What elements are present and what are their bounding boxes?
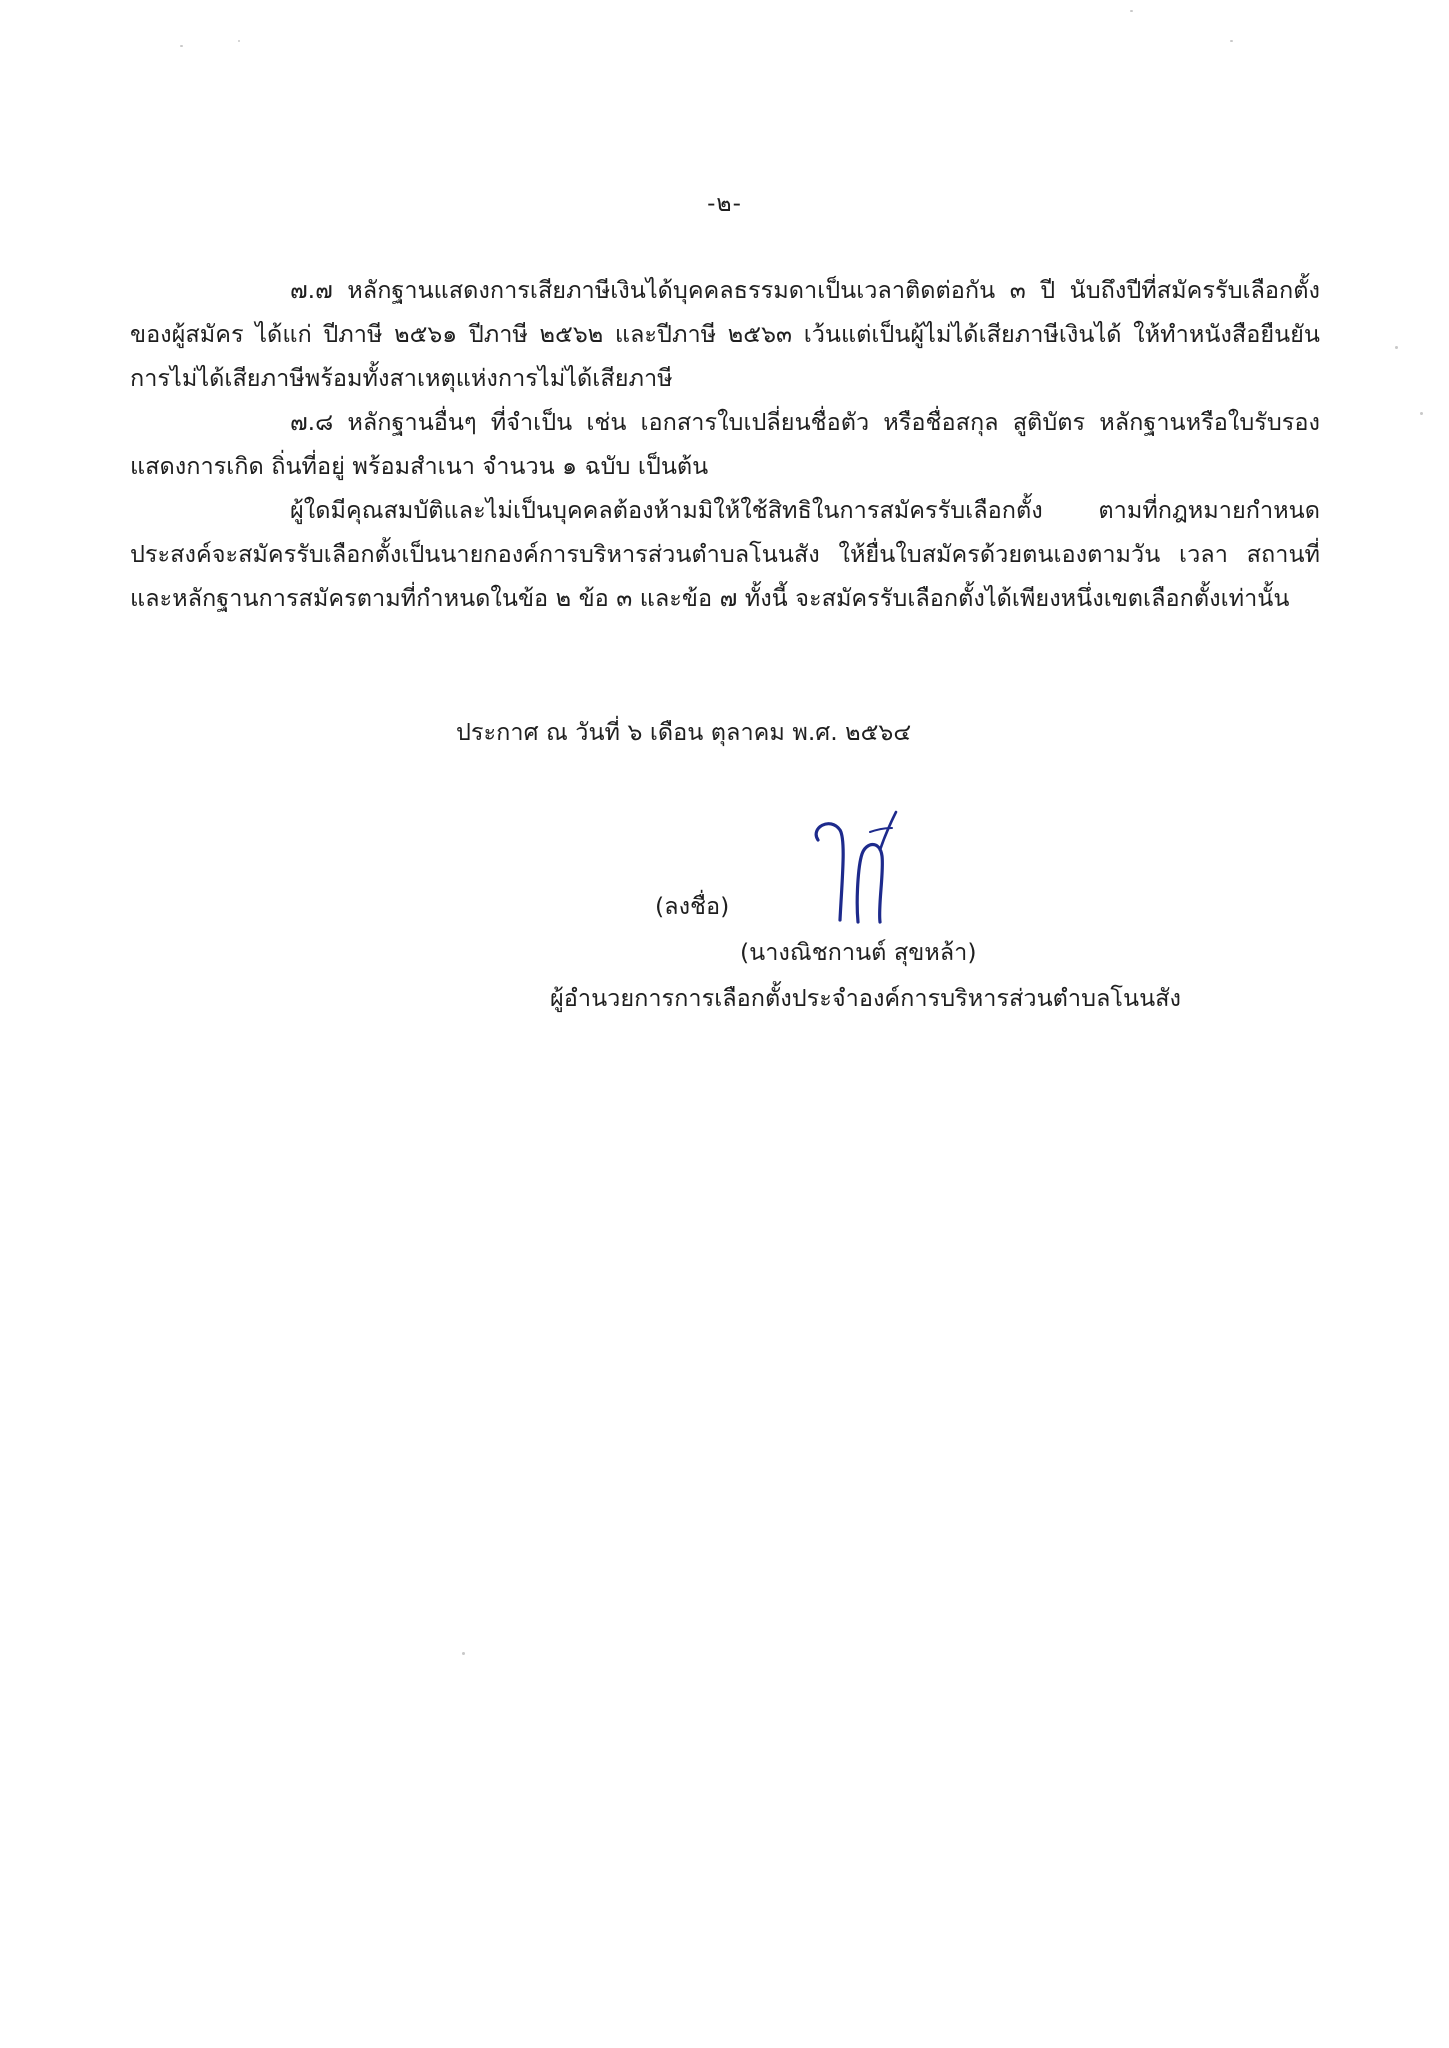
scan-speck [1130, 10, 1133, 12]
signer-title: ผู้อำนวยการการเลือกตั้งประจำองค์การบริหารส่วนตำบลโนนสัง [550, 984, 1181, 1012]
handwritten-signature [800, 810, 910, 930]
paragraph-item-7-8: ๗.๘ หลักฐานอื่นๆ ที่จำเป็น เช่น เอกสารใบเปลี่ยนชื่อตัว หรือชื่อสกุล สูติบัตร หลักฐานหรือใบรับรองแสดงการเกิด ถิ่นที่อยู่ พร้อมสำเนา จำนวน ๑ ฉบับ เป็นต้น [130, 408, 1320, 480]
signer-name: (นางณิชกานต์ สุขหล้า) [740, 938, 977, 966]
document-body [130, 268, 1320, 620]
signature-label: (ลงชื่อ) [655, 892, 730, 920]
scan-speck [462, 1652, 465, 1655]
scan-speck [238, 40, 240, 42]
scan-speck [1420, 412, 1423, 415]
scan-speck [180, 45, 183, 47]
scan-speck [1230, 40, 1233, 42]
paragraph-item-7-7: ๗.๗ หลักฐานแสดงการเสียภาษีเงินได้บุคคลธรรมดาเป็นเวลาติดต่อกัน ๓ ปี นับถึงปีที่สมัครรับเลือกตั้งของผู้สมัคร ได้แก่ ปีภาษี ๒๕๖๑ ปีภาษี ๒๕๖๒ และปีภาษี ๒๕๖๓ เว้นแต่เป็นผู้ไม่ได้เสียภาษีเงินได้ ให้ทำหนังสือยืนยันการไม่ได้เสียภาษีพร้อมทั้งสาเหตุแห่งการไม่ได้เสียภาษี [130, 276, 1320, 392]
page-number: -๒- [707, 191, 742, 217]
scan-speck [1395, 346, 1398, 349]
paragraph-eligibility: ผู้ใดมีคุณสมบัติและไม่เป็นบุคคลต้องห้ามมิให้ใช้สิทธิในการสมัครรับเลือกตั้ง ตามที่กฎหมายกำหนด ประสงค์จะสมัครรับเลือกตั้งเป็นนายกองค์การบริหารส่วนตำบลโนนสัง ให้ยื่นใบสมัครด้วยตนเองตามวัน เวลา สถานที่ และหลักฐานการสมัครตามที่กำหนดในข้อ ๒ ข้อ ๓ และข้อ ๗ ทั้งนี้ จะสมัครรับเลือกตั้งได้เพียงหนึ่งเขตเลือกตั้งเท่านั้น [130, 496, 1320, 612]
announcement-date: ประกาศ ณ วันที่ ๖ เดือน ตุลาคม พ.ศ. ๒๕๖๔ [456, 718, 912, 746]
